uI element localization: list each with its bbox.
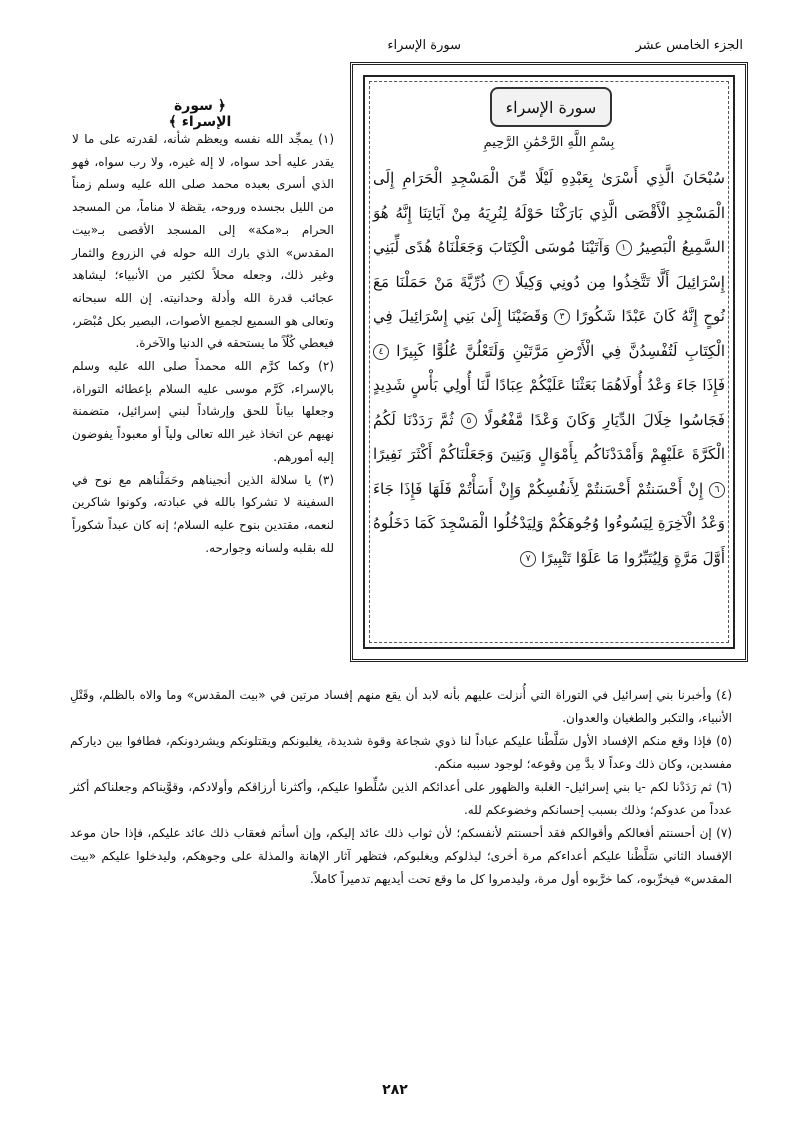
- quran-verses: [373, 161, 725, 575]
- verse-number-marker: ٢: [493, 275, 509, 291]
- verse-number-marker: ٦: [709, 482, 725, 498]
- quran-frame: [350, 62, 748, 662]
- tafsir-paragraph: (٤) وأخبرنا بني إسرائيل في التوراة التي أُنزلت عليهم بأنه لابد أن يقع منهم إفساد مرتين في «بيت المقدس» وما والاه بالظلم، وقَتْلِ الأنبياء، والتكبر والطغيان والعدوان.: [70, 688, 732, 725]
- page-header: [0, 38, 791, 60]
- tafsir-paragraph: (١) يمجِّد الله نفسه ويعظم شأنه، لقدرته على ما لا يقدر عليه أحد سواه، لا إله غيره، ولا رب سواه، فهو الذي أسرى بعبده محمد صلى الله عليه وسلم زمناً من الليل بجسده وروحه، يقظة لا مناماً، من المسجد الحرام بـ«مكة» إلى المسجد الأقصى بـ«بيت المقدس» الذي بارك الله حوله في الزروع والثمار وغير ذلك، وجعله محلاً لكثير من الأنبياء؛ ليشاهد عجائب قدرة الله وأدلة وحدانيته. إن الله سبحانه وتعالى هو السميع لجميع الأصوات، البصير بكل مُبْصَر، فيعطي كُلّاً ما يستحقه في الدنيا والآخرة.: [72, 132, 334, 351]
- verse-text: إِنْ أَحْسَنتُمْ أَحْسَنتُمْ لِأَنفُسِكُمْ وَإِنْ أَسَأْتُمْ فَلَهَا فَإِذَا جَاءَ وَعْدُ الْآخِرَةِ لِيَسُوءُوا وُجُوهَكُمْ وَلِيَدْخُلُوا الْمَسْجِدَ كَمَا دَخَلُوهُ أَوَّلَ مَرَّةٍ وَلِيُتَبِّرُوا مَا عَلَوْا تَتْبِيرًا: [373, 479, 725, 567]
- juz-label: الجزء الخامس عشر: [635, 38, 743, 53]
- verse-number-marker: ٧: [520, 551, 536, 567]
- verse-number-marker: ١: [616, 240, 632, 256]
- tafsir-paragraph: (٦) ثم رَدَدْنا لكم -يا بني إسرائيل- الغلبة والظهور على أعدائكم الذين سُلِّطوا عليكم، وأكثرنا أرزاقكم وأولادكم، وقوَّيناكم وجعلناكم أكثر عدداً من عدوكم؛ وذلك بسبب إحسانكم وخضوعكم لله.: [70, 780, 732, 817]
- tafsir-heading: ﴿ سورة الإسراء ﴾: [168, 98, 232, 130]
- verse-text: فَإِذَا جَاءَ وَعْدُ أُولَاهُمَا بَعَثْنَا عَلَيْكُمْ عِبَادًا لَّنَا أُولِي بَأْسٍ شَدِيدٍ فَجَاسُوا خِلَالَ الدِّيَارِ وَكَانَ وَعْدًا مَّفْعُولًا: [373, 376, 725, 429]
- tafsir-full-width: [70, 684, 732, 891]
- verse-number-marker: ٣: [554, 309, 570, 325]
- verse-number-marker: ٤: [373, 344, 389, 360]
- surah-header-label: سورة الإسراء: [387, 38, 461, 53]
- verse-text: وَآتَيْنَا مُوسَى الْكِتَابَ وَجَعَلْنَاهُ هُدًى لِّبَنِي إِسْرَائِيلَ أَلَّا تَتَّخِذُوا مِن دُونِي وَكِيلًا: [373, 238, 725, 291]
- surah-title: سورة الإسراء: [490, 87, 612, 127]
- tafsir-paragraph: (٣) يا سلالة الذين أنجيناهم وحَمَلْناهم مع نوح في السفينة لا تشركوا بالله في عبادته، وكونوا شاكرين لنعمه، مقتدين بنوح عليه السلام؛ إنه كان عبداً شكوراً لله بقلبه ولسانه وجوارحه.: [72, 472, 334, 555]
- tafsir-paragraph: (٧) إن أحسنتم أفعالكم وأقوالكم فقد أحسنتم لأنفسكم؛ لأن ثواب ذلك عائد إليكم، وإن أسأتم فعقاب ذلك عائد عليكم، فإذا حان موعد الإفساد الثاني سَلَّطْنا عليكم أعداءكم مرة أخرى؛ ليذلوكم ويغلبوكم، فتظهر آثار الإهانة والمذلة على وجوهكم، وليدخلوا عليكم «بيت المقدس» فيخرِّبوه، كما خرَّبوه أول مرة، وليدمروا كل ما وقع تحت أيديهم تدميراً كاملاً.: [70, 826, 732, 886]
- verse-text: سُبْحَانَ الَّذِي أَسْرَىٰ بِعَبْدِهِ لَيْلًا مِّنَ الْمَسْجِدِ الْحَرَامِ إِلَى الْمَسْجِدِ الْأَقْصَى الَّذِي بَارَكْنَا حَوْلَهُ لِنُرِيَهُ مِنْ آيَاتِنَا إِنَّهُ هُوَ السَّمِيعُ الْبَصِيرُ: [373, 169, 725, 256]
- tafsir-paragraph: (٢) وكما كرَّم الله محمداً صلى الله عليه وسلم بالإسراء، كَرَّم موسى عليه السلام بإعطائه التوراة، وجعلها بياناً للحق وإرشاداً لبني إسرائيل، متضمنة نهيهم عن اتخاذ غير الله تعالى ولياً أو معبوداً يفوضون إليه أمورهم.: [72, 359, 334, 464]
- verse-number-marker: ٥: [461, 413, 477, 429]
- tafsir-column: [72, 128, 334, 559]
- basmala: بِسْمِ اللَّهِ الرَّحْمَٰنِ الرَّحِيمِ: [483, 135, 615, 150]
- verse-text: ذُرِّيَّةَ مَنْ حَمَلْنَا مَعَ نُوحٍ إِنَّهُ كَانَ عَبْدًا شَكُورًا: [373, 272, 725, 325]
- quran-inner-border: [363, 75, 735, 649]
- verse-text: ثُمَّ رَدَدْنَا لَكُمُ الْكَرَّةَ عَلَيْهِمْ وَأَمْدَدْنَاكُم بِأَمْوَالٍ وَبَنِينَ وَجَعَلْنَاكُمْ أَكْثَرَ نَفِيرًا: [373, 410, 725, 463]
- verse-text: وَقَضَيْنَا إِلَىٰ بَنِي إِسْرَائِيلَ فِي الْكِتَابِ لَتُفْسِدُنَّ فِي الْأَرْضِ مَرَّتَيْنِ وَلَتَعْلُنَّ عُلُوًّا كَبِيرًا: [373, 307, 725, 360]
- page-number: ٢٨٢: [382, 1082, 408, 1098]
- tafsir-paragraph: (٥) فإذا وقع منكم الإفساد الأول سَلَّطْنا عليكم عباداً لنا ذوي شجاعة وقوة شديدة، يغلبونكم ويقتلونكم ويشردونكم، فطافوا بين دياركم مفسدين، وكان ذلك وعداً لا بدَّ مِن وقوعه؛ لوجود سببه منكم.: [70, 734, 732, 771]
